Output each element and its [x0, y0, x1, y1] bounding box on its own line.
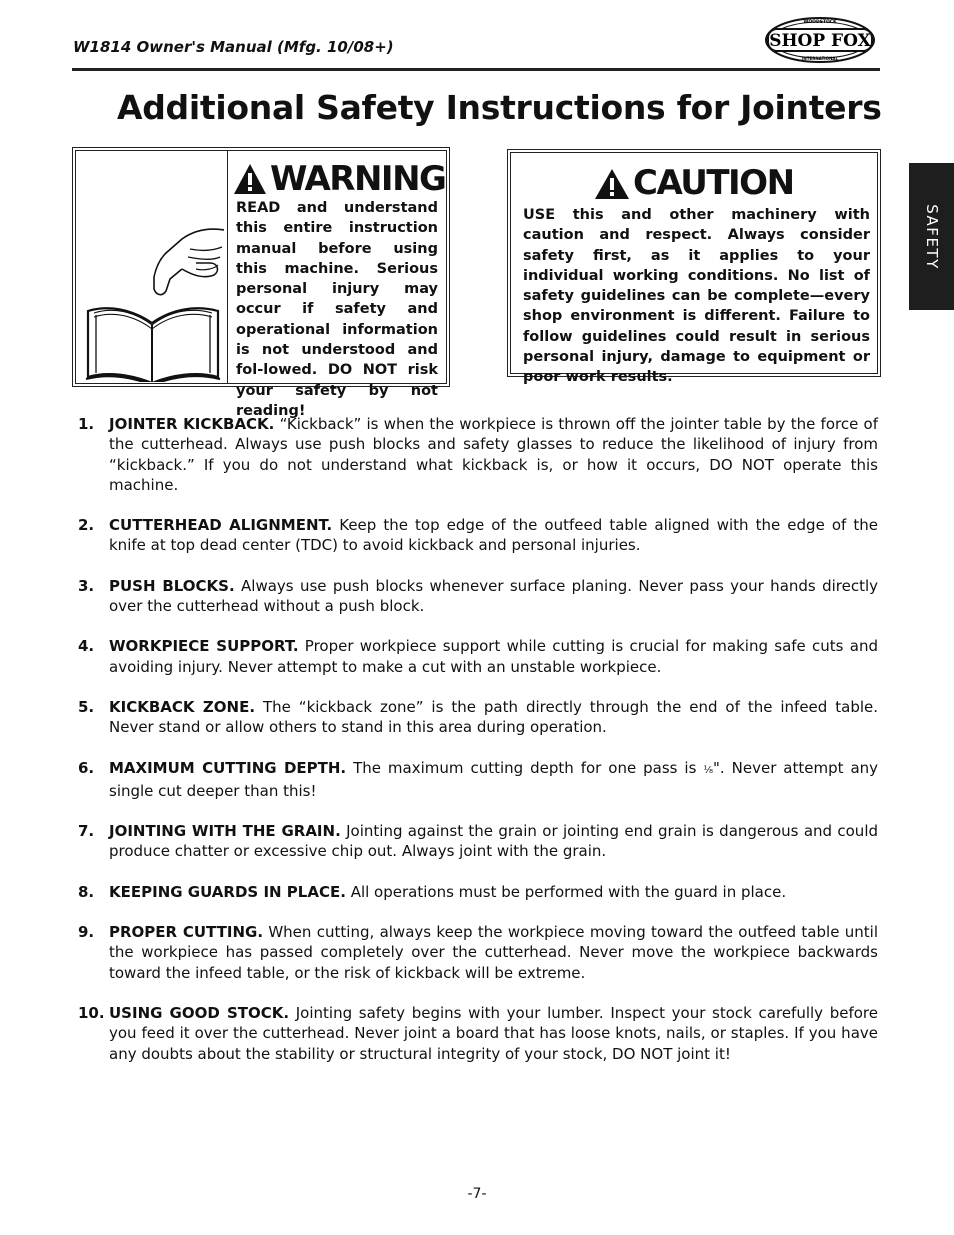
- item-text: Always use push blocks whenever surface planing. Never pass your hands directly over the cutterhead without a push block.: [109, 576, 878, 616]
- list-item: [78, 821, 878, 862]
- caution-heading-text: CAUTION: [633, 163, 794, 203]
- manual-title: W1814 Owner's Manual (Mfg. 10/08+): [73, 38, 394, 56]
- item-text: “Kickback” is when the workpiece is thrown off the jointer table by the force of the cutterhead. Always use push blocks and safety glasses to reduce the likelihood of injury from “kickback.” If you do not understand what kickback is, or how it occurs, DO NOT operate this machine.: [109, 415, 878, 494]
- page-title: Additional Safety Instructions for Jointers: [117, 88, 882, 127]
- item-number: 6.: [78, 758, 95, 777]
- warning-box: [72, 147, 450, 419]
- logo-ring-top: WOODSTOCK: [803, 20, 837, 25]
- section-tab-safety: [909, 163, 954, 310]
- item-label: CUTTERHEAD ALIGNMENT.: [109, 516, 333, 535]
- item-number: 8.: [78, 882, 95, 901]
- warning-heading-text: WARNING: [270, 159, 446, 199]
- list-item: [78, 1003, 878, 1064]
- item-text: Proper workpiece support while cutting is crucial for making safe cuts and avoiding injury. Never attempt to make a cut with an unstable workpiece.: [109, 637, 878, 676]
- item-label: KICKBACK ZONE.: [109, 697, 256, 716]
- item-number: 9.: [78, 923, 95, 942]
- item-number: 10.: [78, 1003, 105, 1022]
- item-text: When cutting, always keep the workpiece moving toward the outfeed table until the workpiece has passed completely over the cutterhead. Never move the workpiece backwards toward the infeed table, or the risk of kickback will be extreme.: [109, 923, 878, 982]
- item-text: All operations must be performed with the guard in place.: [345, 882, 787, 901]
- list-item: [78, 515, 878, 556]
- caution-text: USE this and other machinery with caution and respect. Always consider safety first, as it applies to your individual working conditions. No list of safety guidelines can be complete—every shop environment is different. Failure to follow guidelines could result in serious personal injury, damage to equipment or poor work results.: [523, 207, 870, 386]
- caution-triangle-icon: [593, 167, 631, 201]
- item-number: 7.: [78, 822, 95, 841]
- warning-box-inner: [75, 150, 447, 419]
- item-label: JOINTING WITH THE GRAIN.: [109, 822, 341, 841]
- logo-ring-bottom: INTERNATIONAL: [801, 56, 839, 61]
- book-reading-icon: [84, 187, 224, 382]
- page-number: -7-: [467, 1186, 487, 1202]
- warning-triangle-icon: [232, 162, 268, 196]
- caution-box: [507, 149, 881, 386]
- safety-instructions-list: [78, 414, 878, 1084]
- item-label: USING GOOD STOCK.: [109, 1003, 290, 1022]
- item-label: PUSH BLOCKS.: [109, 576, 235, 595]
- item-text: Keep the top edge of the outfeed table aligned with the edge of the knife at top dead center (TDC) to avoid kickback and personal injuries.: [109, 516, 878, 555]
- item-number: 1.: [78, 415, 95, 433]
- item-label: PROPER CUTTING.: [109, 923, 264, 942]
- header-rule: [72, 68, 880, 71]
- item-label: KEEPING GUARDS IN PLACE.: [109, 882, 346, 901]
- logo-text: SHOP FOX: [769, 31, 871, 51]
- item-label: MAXIMUM CUTTING DEPTH.: [109, 758, 347, 777]
- item-number: 2.: [78, 516, 95, 535]
- caution-box-inner: [510, 152, 878, 386]
- warning-heading: [232, 159, 444, 199]
- item-text: Jointing against the grain or jointing end grain is dangerous and could produce chatter or excessive chip out. Always joint with the grain.: [109, 822, 879, 861]
- item-number: 3.: [78, 576, 95, 595]
- warning-text: READ and understand this entire instruction manual before using this machine. Serious personal injury may occur if safety and operational information is not understood and fol-lowed. DO NOT risk your safety by not reading!: [236, 200, 438, 419]
- list-item: [78, 576, 878, 617]
- list-item: [78, 697, 878, 738]
- item-number: 4.: [78, 637, 95, 656]
- item-fraction: ¹⁄₈: [703, 764, 714, 776]
- item-text-continued: ". Never attempt any single cut deeper than this!: [109, 758, 879, 800]
- item-number: 5.: [78, 697, 95, 716]
- list-item: [78, 636, 878, 677]
- list-item: [78, 922, 878, 983]
- caution-heading: [593, 163, 833, 203]
- item-text: The “kickback zone” is the path directly through the end of the infeed table. Never stand or allow others to stand in this area during operation.: [109, 697, 878, 737]
- item-label: JOINTER KICKBACK.: [109, 415, 275, 433]
- list-item: [78, 758, 878, 802]
- list-item: [78, 414, 878, 495]
- shop-fox-logo: [764, 16, 876, 64]
- item-text: The maximum cutting depth for one pass is: [346, 758, 704, 777]
- section-tab-label: SAFETY: [922, 203, 941, 270]
- item-text: Jointing safety begins with your lumber. Inspect your stock carefully before you feed it over the cutterhead. Never joint a board that has loose knots, nails, or staples. If you have any doubts about the stability or structural integrity of your stock, DO NOT joint it!: [109, 1003, 878, 1063]
- warning-box-divider: [227, 151, 228, 383]
- item-label: WORKPIECE SUPPORT.: [109, 637, 299, 656]
- list-item: [78, 882, 878, 902]
